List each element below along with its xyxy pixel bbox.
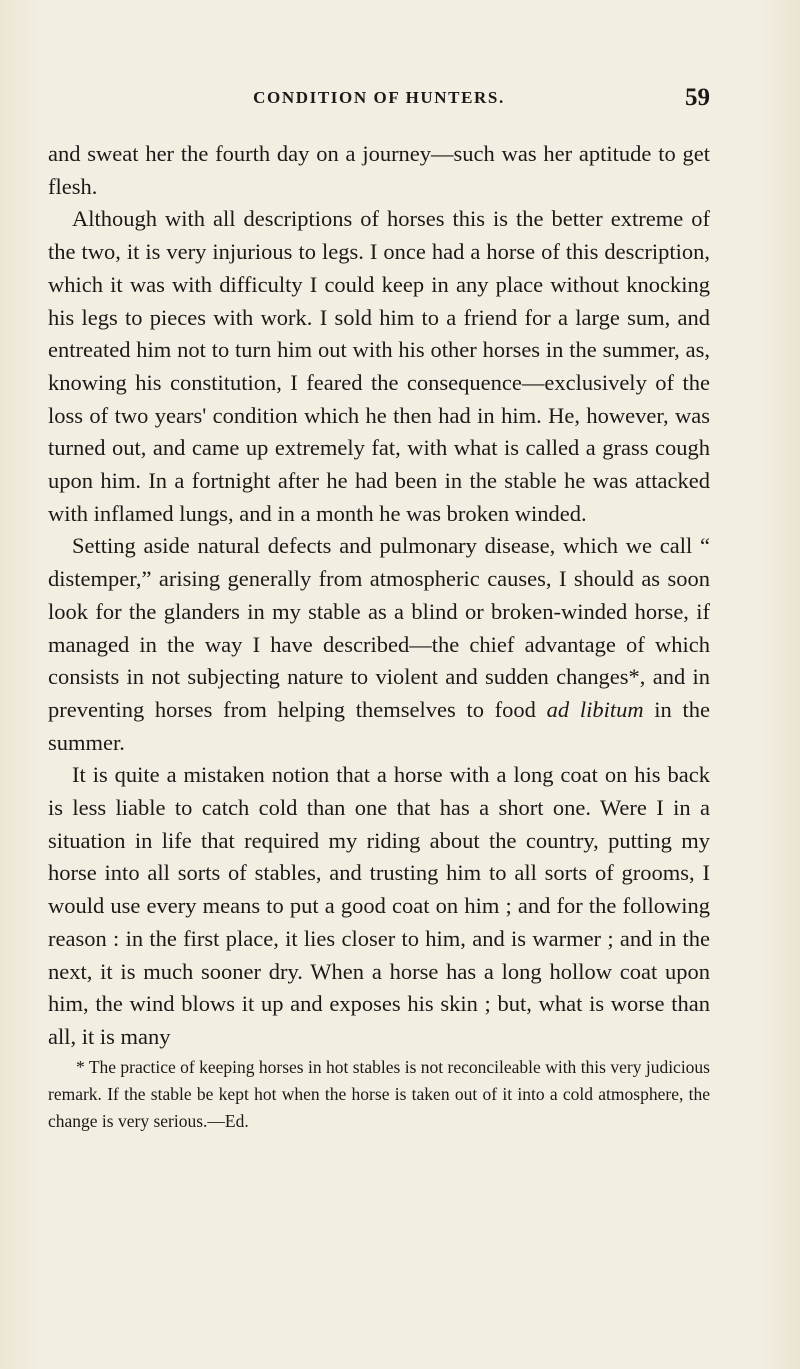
page-number: 59 (685, 84, 710, 111)
paragraph-long-coat: It is quite a mistaken notion that a horse with a long coat on his back is less liable to catch cold than one that has a short one. Were I in a situation in life that required my riding about the country, putting my horse into all sorts of stables, and trusting him to all sorts of grooms, I would use every means to put a good coat on him ; and for the following reason : in the first place, it lies closer to him, and is warmer ; and in the next, it is much sooner dry. When a horse has a long hollow coat upon him, the wind blows it up and exposes his skin ; but, what is worse than all, it is many (48, 762, 710, 1049)
paragraph-distemper (48, 530, 710, 759)
footnote: * The practice of keeping horses in hot stables is not reconcileable with this very judicious remark. If the stable be kept hot when the horse is taken out of it into a cold atmosphere, the change is very serious.—Ed. (48, 1057, 710, 1131)
page-header (48, 84, 710, 118)
paragraph-distemper-text: Setting aside natural defects and pulmonary disease, which we call “ distemper,” arising generally from atmospheric causes, I should as soon look for the glanders in my stable as a blind or broken-winded horse, if managed in the way I have described—the chief advantage of which consists in not subjecting nature to violent and sudden changes*, and in preventing horses from helping themselves to food (48, 533, 710, 722)
body-text (48, 138, 710, 1054)
paragraph-distemper-end: in the summer. (48, 696, 710, 755)
paragraph-grass-cough: Although with all descriptions of horses this is the better extreme of the two, it is very injurious to legs. I once had a horse of this description, which it was with difficulty I could keep in any place without knocking his legs to pieces with work. I sold him to a friend for a large sum, and entreated him not to turn him out with his other horses in the summer, as, knowing his constitution, I feared the consequence—exclusively of the loss of two years' condition which he then had in him. He, however, was turned out, and came up extremely fat, with what is called a grass cough upon him. In a fortnight after he had been in the stable he was attacked with inflamed lungs, and in a month he was broken winded. (48, 206, 710, 526)
ad-libitum-italic: ad libitum (546, 696, 644, 722)
paragraph-continuation: and sweat her the fourth day on a journey—such was her aptitude to get flesh. (48, 141, 710, 199)
running-head: CONDITION OF HUNTERS. (253, 88, 505, 107)
